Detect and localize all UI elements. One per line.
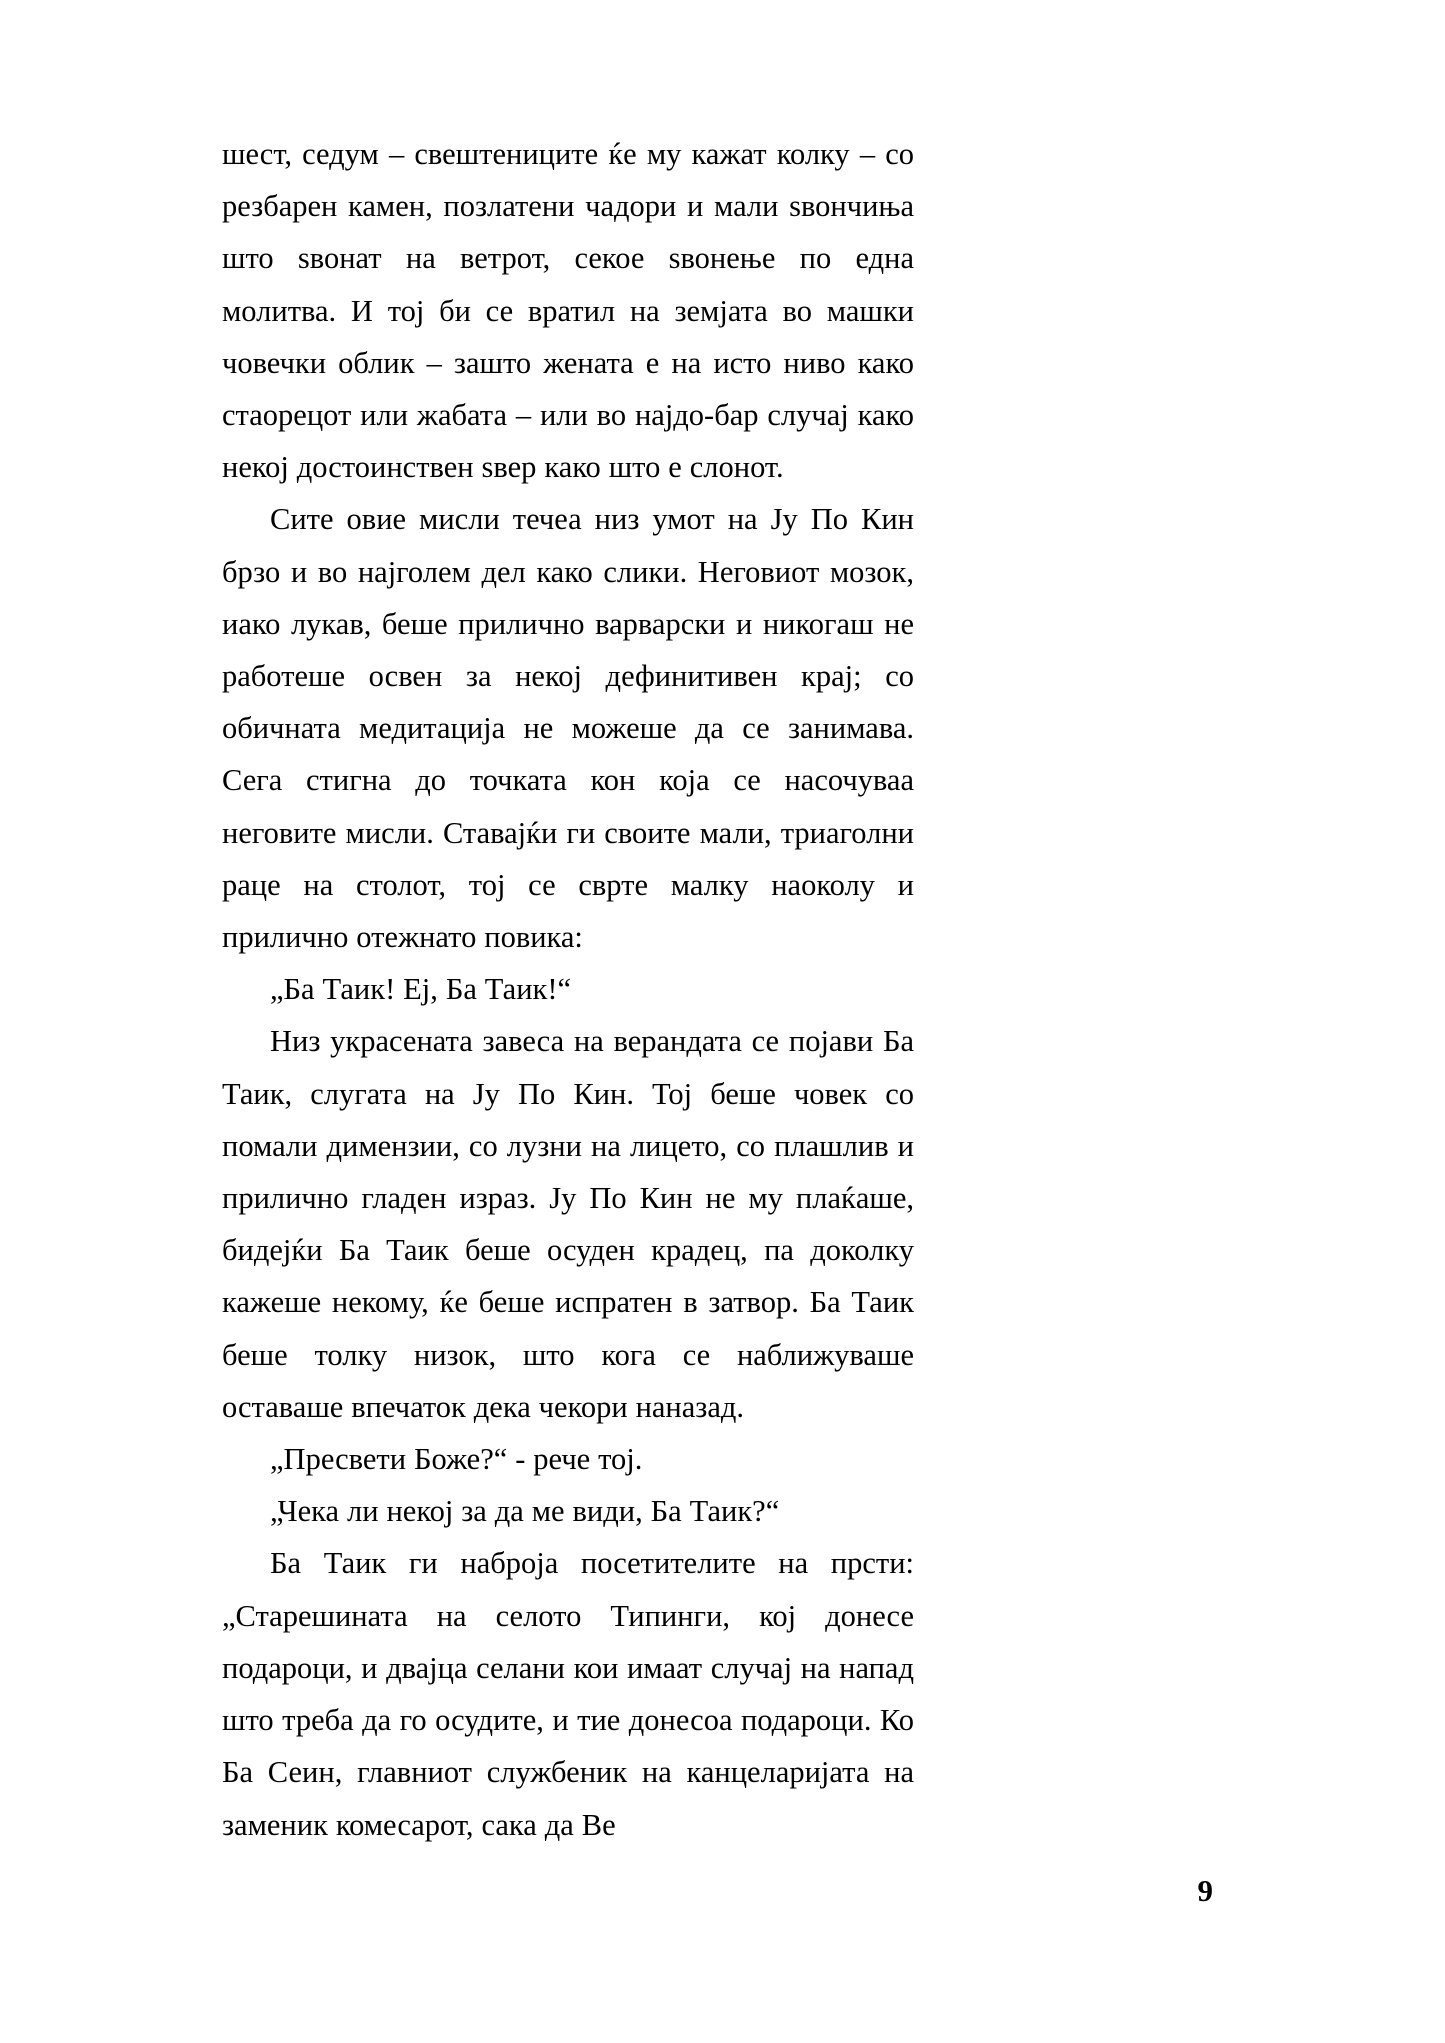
paragraph-7: Ба Таик ги наброја посетителите на прсти: „Старешината на селото Типинги, кој донесе подароци, и двајца селани кои имаат случај на напад што треба да го осудите, и тие донесоа подароци. Ко Ба Сеин, главниот службеник на канцеларијата на заменик комесарот, сака да Ве [222,1546,914,1842]
paragraph-6-dialogue: „Чека ли некој за да ме види, Ба Таик?“ [270,1494,780,1529]
page-number: 9 [1197,1873,1213,1908]
page-text-body [222,128,914,1851]
paragraph-3-dialogue: „Ба Таик! Еј, Ба Таик!“ [270,972,572,1007]
paragraph-2: Сите овие мисли течеа низ умот на Ју По Кин брзо и во најголем дел како слики. Неговиот мозок, иако лукав, беше прилично варварски и никогаш не работеше освен за некој дефинитивен крај; со обичната медитација не можеше да се занимава. Сега стигна до точката кон која се насочуваа неговите мисли. Ставајќи ги своите мали, триаголни раце на столот, тој се сврте малку наоколу и прилично отежнато повика: [222,502,914,955]
paragraph-5-dialogue: „Пресвети Боже?“ - рече тој. [270,1442,643,1477]
paragraph-1: шест, седум – свештениците ќе му кажат колку – со резбарен камен, позлатени чадори и мали ѕвончиња што ѕвонат на ветрот, секое ѕвонење по една молитва. И тој би се вратил на земјата во машки човечки облик – зашто жената е на исто ниво како стаорецот или жабата – или во најдо-бар случај како некој достоинствен ѕвер како што е слонот. [222,137,914,485]
paragraph-4: Низ украсената завеса на верандата се појави Ба Таик, слугата на Ју По Кин. Тој беше човек со помали димензии, со лузни на лицето, со плашлив и прилично гладен израз. Ју По Кин не му плаќаше, бидејќи Ба Таик беше осуден крадец, па доколку кажеше некому, ќе беше испратен в затвор. Ба Таик беше толку низок, што кога се наближуваше оставаше впечаток дека чекори наназад. [222,1024,914,1424]
